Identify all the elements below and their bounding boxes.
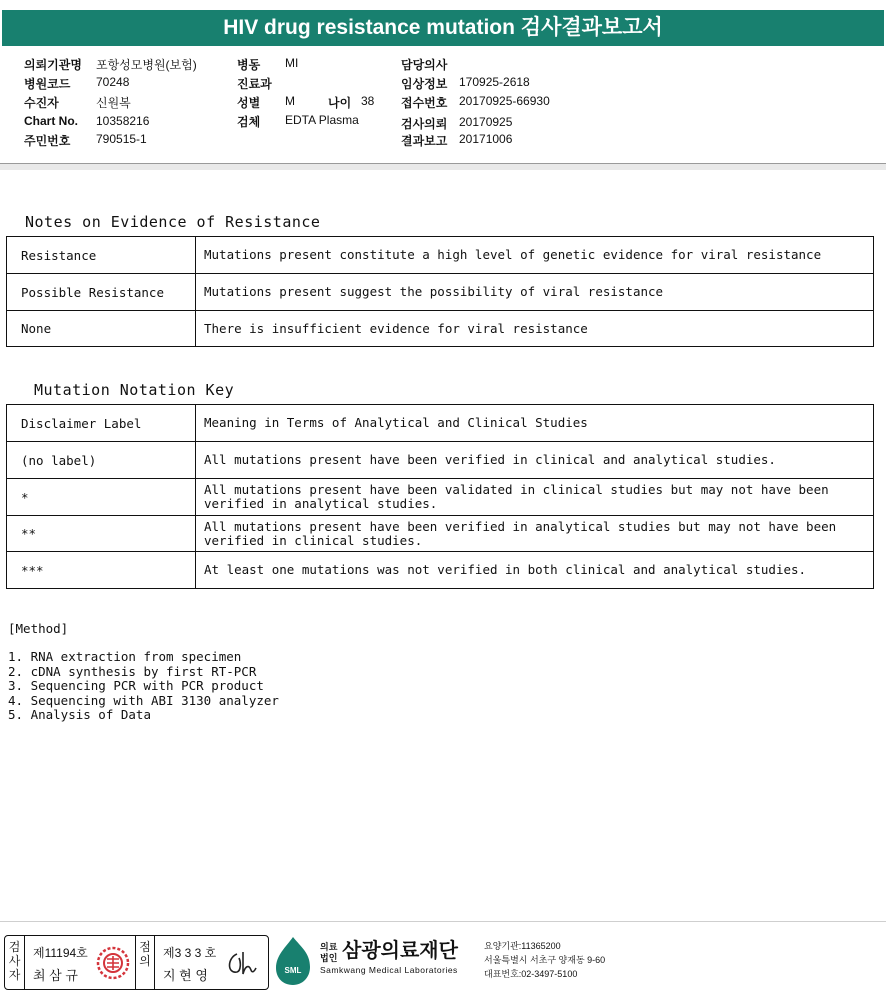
sml-logo-text: SML <box>284 966 302 975</box>
examiner-label <box>5 936 25 989</box>
id-label: 주민번호 <box>24 134 71 148</box>
evidence-text: Mutations present constitute a high level of genetic evidence for viral resistance <box>196 237 874 274</box>
sml-logo-icon <box>270 935 316 987</box>
table-row <box>7 442 874 479</box>
table-row <box>7 552 874 589</box>
notation-table <box>6 404 874 589</box>
specimen-label: 검체 <box>237 115 261 129</box>
notation-text: All mutations present have been verified in analytical studies but may not have been verified in clinical studies. <box>196 516 874 552</box>
evidence-title: Notes on Evidence of Resistance <box>25 213 321 231</box>
method-step: 5. Analysis of Data <box>8 707 151 722</box>
notation-text: All mutations present have been validated in clinical studies but may not have been verified in analytical studies. <box>196 479 874 516</box>
chart-value: 10358216 <box>96 114 150 128</box>
org-prefix-2: 법인 <box>320 953 338 963</box>
age-label: 나이 <box>328 96 352 110</box>
examiner-name: 최 삼 규 <box>33 968 78 983</box>
notation-label: (no label) <box>7 442 196 479</box>
receipt-label: 접수번호 <box>401 96 448 110</box>
org-code: 요양기관:11365200 <box>484 941 561 951</box>
request-label: 검사의뢰 <box>401 117 448 131</box>
table-row <box>7 479 874 516</box>
evidence-label: Resistance <box>7 237 196 274</box>
reviewer-label-text: 점의 <box>139 940 151 968</box>
notation-title: Mutation Notation Key <box>34 381 235 399</box>
signature-box <box>4 935 269 990</box>
organization-logo <box>270 935 650 990</box>
org-prefix-1: 의료 <box>320 942 338 952</box>
method-step: 2. cDNA synthesis by first RT-PCR <box>8 664 257 679</box>
notation-label: *** <box>7 552 196 589</box>
code-label: 병원코드 <box>24 77 71 91</box>
reviewer-name: 지 현 영 <box>163 968 208 983</box>
doctor-label: 담당의사 <box>401 58 448 72</box>
notation-text: Meaning in Terms of Analytical and Clinical Studies <box>196 405 874 442</box>
id-value: 790515-1 <box>96 132 147 146</box>
org-phone: 대표번호:02-3497-5100 <box>484 969 578 979</box>
request-value: 20170925 <box>459 115 513 129</box>
org-address: 서울특별시 서초구 양재동 9-60 <box>484 955 606 965</box>
hospital-value: 포항성모병원(보험) <box>96 58 197 72</box>
specimen-value: EDTA Plasma <box>285 113 359 127</box>
notation-label: Disclaimer Label <box>7 405 196 442</box>
report-title: HIV drug resistance mutation 검사결과보고서 <box>2 10 884 46</box>
sex-label: 성별 <box>237 96 261 110</box>
notation-text: At least one mutations was not verified in both clinical and analytical studies. <box>196 552 874 589</box>
clinical-label: 임상정보 <box>401 77 448 91</box>
notation-label: * <box>7 479 196 516</box>
sex-value: M <box>285 94 295 108</box>
table-row <box>7 516 874 552</box>
hospital-label: 의뢰기관명 <box>24 58 82 72</box>
evidence-label: Possible Resistance <box>7 274 196 311</box>
notation-label: ** <box>7 516 196 552</box>
patient-label: 수진자 <box>24 96 59 110</box>
evidence-label: None <box>7 311 196 347</box>
chart-label: Chart No. <box>24 114 78 128</box>
dept-label: 진료과 <box>237 77 272 91</box>
receipt-value: 20170925-66930 <box>459 94 550 108</box>
code-value: 70248 <box>96 75 130 89</box>
footer-divider <box>0 921 886 922</box>
examiner-label-text: 검사자 <box>8 940 21 982</box>
patient-info <box>0 0 886 160</box>
method-step: 4. Sequencing with ABI 3130 analyzer <box>8 693 279 708</box>
signature-scribble-icon <box>223 948 263 980</box>
table-row <box>7 274 874 311</box>
method-step: 3. Sequencing PCR with PCR product <box>8 678 264 693</box>
table-row <box>7 405 874 442</box>
ward-label: 병동 <box>237 58 261 72</box>
org-name: 삼광의료재단 <box>342 940 458 962</box>
reviewer-label <box>135 936 155 989</box>
table-row <box>7 237 874 274</box>
evidence-text: There is insufficient evidence for viral resistance <box>196 311 874 347</box>
evidence-text: Mutations present suggest the possibility of viral resistance <box>196 274 874 311</box>
table-row <box>7 311 874 347</box>
evidence-table <box>6 236 874 347</box>
report-value: 20171006 <box>459 132 513 146</box>
header-divider-band <box>0 164 886 170</box>
notation-text: All mutations present have been verified in clinical and analytical studies. <box>196 442 874 479</box>
org-english: Samkwang Medical Laboratories <box>320 965 458 975</box>
examiner-number: 제11194호 <box>33 946 88 960</box>
reviewer-number: 제3 3 3 호 <box>163 946 217 960</box>
report-label: 결과보고 <box>401 134 448 148</box>
method-title: [Method] <box>8 621 69 636</box>
clinical-value: 170925-2618 <box>459 75 530 89</box>
seal-stamp-icon <box>94 945 132 981</box>
method-step: 1. RNA extraction from specimen <box>8 649 242 664</box>
ward-value: MI <box>285 56 299 70</box>
age-value: 38 <box>361 94 375 108</box>
patient-name: 신원복 <box>96 96 131 110</box>
